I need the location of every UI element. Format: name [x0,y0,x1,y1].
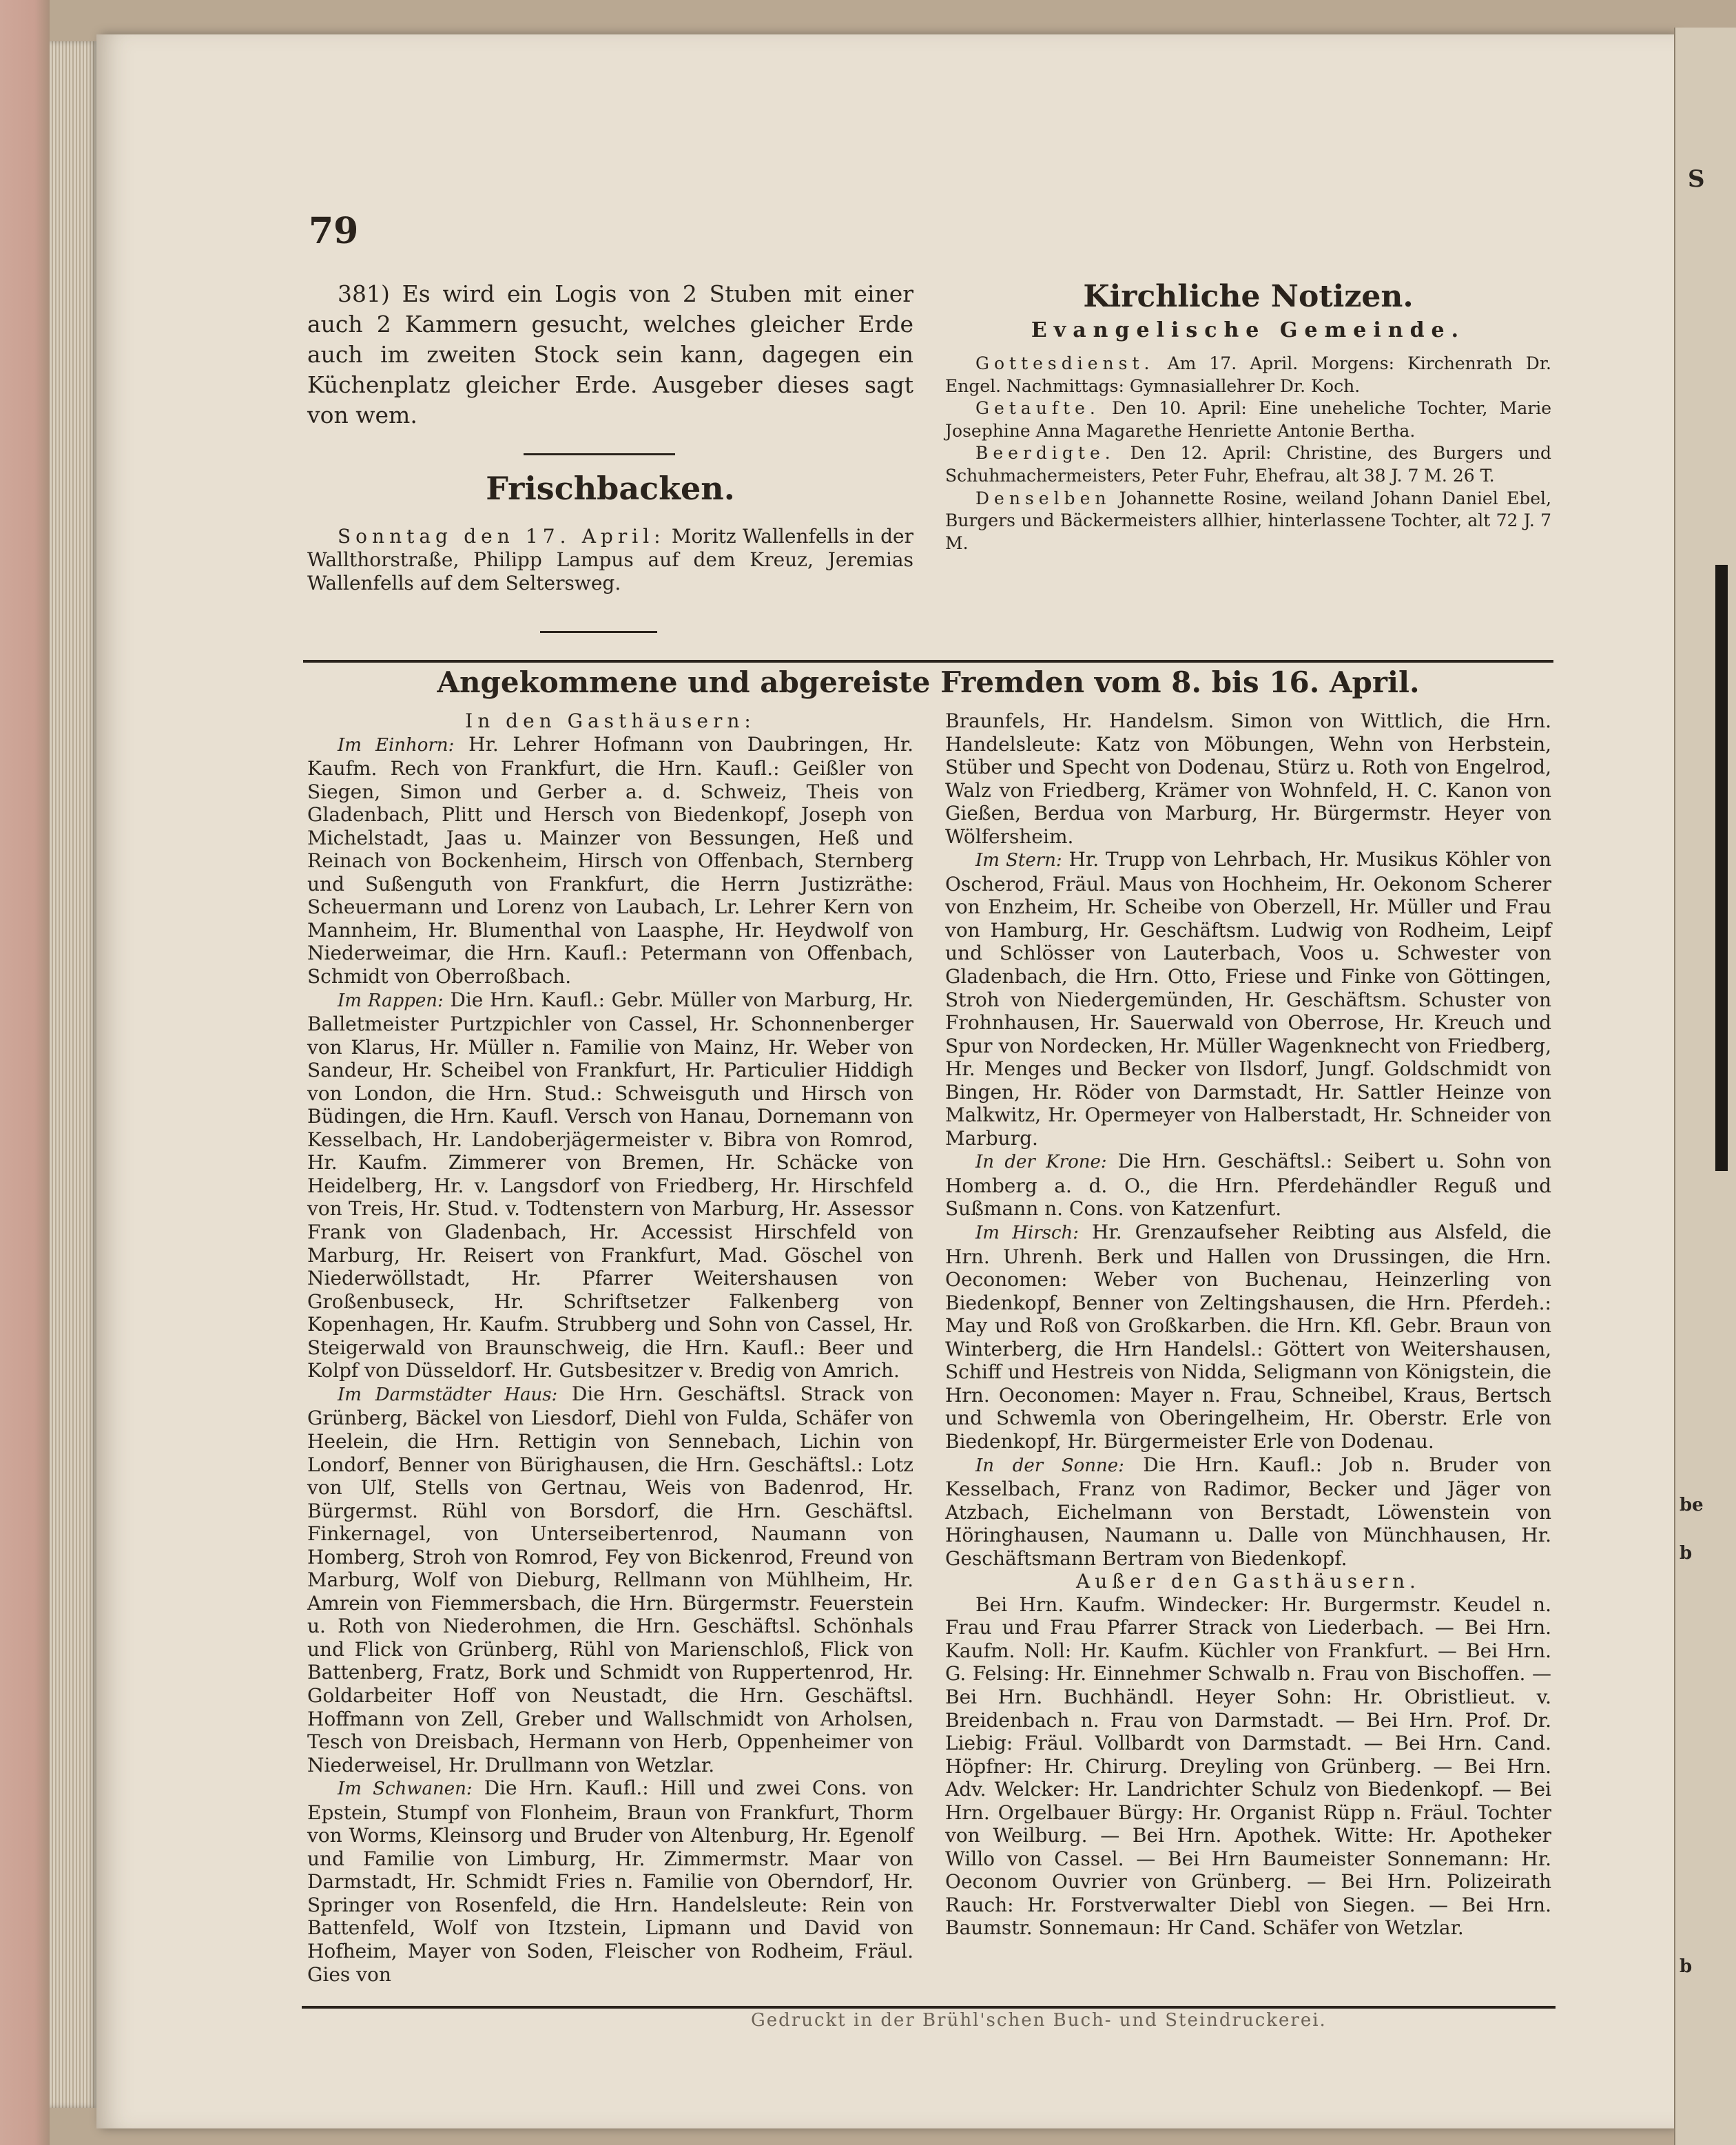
page-left-edge [0,0,50,2145]
printer-footer: Gedruckt in der Brühl'schen Buch- und Steindruckerei. [751,2010,1327,2031]
kirchliche-block [945,353,1551,555]
sonne-text: Die Hrn. Kaufl.: Job n. Bruder von Kesselbach, Franz von Radimor, Becker und Jäger von Atzbach, Eichelmann von Berstadt, Löwenstein von Höringhausen, Naumann u. Dalle von Münchhausen, Hr. Geschäftsmann Bertram von Biedenkopf. [945,1453,1551,1570]
page-stack-edge [50,41,98,2108]
adjacent-page-rule [1715,565,1728,1171]
frischbacken-title: Frischbacken. [486,470,735,507]
stern-text: Hr. Trupp von Lehrbach, Hr. Musikus Köhler von Oscherod, Fräul. Maus von Hochheim, Hr. Oekonom Scherer von Enzheim, Hr. Scheibe von Oberzell, Hr. Müller und Frau von Hamburg, Hr. Geschäftsm. Ludwig von Rodheim, Leipf und Schlösser von Lauterbach, Voos u. Schwester von Gladenbach, die Hrn. Otto, Friese und Finke von Göttingen, Stroh von Niedergemünden, Hr. Geschäftsm. Schuster von Frohnhausen, Hr. Sauerwald von Oberrose, Hr. Kreuch und Spur von Nordecken, Hr. Müller Wagenknecht von Friedberg, Hr. Menges und Becker von Ilsdorf, Jungf. Goldschmidt von Bingen, Hr. Röder von Darmstadt, Hr. Sattler Heinze von Malkwitz, Hr. Opermeyer von Halberstadt, Hr. Schneider von Marburg. [945,848,1552,1150]
gasthaeuser-heading: In den Gasthäusern: [465,709,756,732]
denselben-text: Johannette Rosine, weiland Johann Daniel Ebel, Burgers und Bäckermeisters allhier, hinterlassene Tochter, alt 72 J. 7 M. [945,488,1552,553]
beerdigte-label: Beerdigte. [975,443,1115,464]
gottesdienst-label: Gottesdienst. [975,353,1155,373]
ausser-text: Bei Hrn. Kaufm. Windecker: Hr. Burgermstr. Keudel n. Frau und Frau Pfarrer Strack von Liederbach. — Bei Hrn. Kaufm. Noll: Hr. Kaufm. Küchler von Frankfurt. — Bei Hrn. G. Felsing: Hr. Einnehmer Schwalb n. Frau von Bischoffen. — Bei Hrn. Buchhändl. Heyer Sohn: Hr. Obristlieut. v. Breidenbach n. Frau von Darmstadt. — Bei Hrn. Prof. Dr. Liebig: Fräul. Vollbardt von Darmstadt. — Bei Hrn. Cand. Höpfner: Hr. Chirurg. Dreyling von Grünberg. — Bei Hrn. Adv. Welcker: Hr. Landrichter Schulz von Biedenkopf. — Bei Hrn. Orgelbauer Bürgy: Hr. Organist Rüpp n. Fräul. Tochter von Weilburg. — Bei Hrn. Apothek. Witte: Hr. Apotheker Willo von Cassel. — Bei Hrn Baumeister Sonnemann: Hr. Oeconom Ouvrier von Grünberg. — Bei Hrn. Polizeirath Rauch: Hr. Forstverwalter Diebl von Siegen. — Bei Hrn. Baumstr. Sonnemaun: Hr Cand. Schäfer von Wetzlar. [945,1593,1551,1940]
section-divider [540,631,657,633]
darmstaedter-label: Im Darmstädter Haus: [338,1384,558,1405]
adjacent-page-glyph: b [1680,1956,1693,1977]
kirchliche-subtitle: Evangelische Gemeinde. [1031,318,1466,342]
notice-381 [307,279,913,431]
rappen-label: Im Rappen: [338,990,444,1011]
einhorn-label: Im Einhorn: [338,734,455,756]
notice-381-text: 381) Es wird ein Logis von 2 Stuben mit einer auch 2 Kammern gesucht, welches gleicher Erde auch im zweiten Stock sein kann, dagegen ein Küchenplatz gleicher Erde. Ausgeber dieses sagt von wem. [307,280,913,428]
schwanen-label: Im Schwanen: [338,1779,473,1800]
rappen-text: Die Hrn. Kaufl.: Gebr. Müller von Marburg, Hr. Balletmeister Purtzpichler von Cassel, Hr. Schonnenberger von Klarus, Hr. Müller n. Familie von Mainz, Hr. Weber von Sandeur, Hr. Scheibel von Frankfurt, Hr. Particulier Hiddigh von London, die Hrn. Stud.: Schweisguth und Hirsch von Büdingen, die Hrn. Kaufl. Versch von Hanau, Dornemann von Kesselbach, Hr. Landoberjägermeister v. Bibra von Romrod, Hr. Kaufm. Zimmerer von Bremen, Hr. Schäcke von Heidelberg, Hr. v. Langsdorf von Friedberg, Hr. Hirschfeld von Treis, Hr. Stud. v. Todtenstern von Marburg, Hr. Assessor Frank von Gladenbach, Hr. Accessist Hirschfeld von Marburg, Hr. Reisert von Frankfurt, Mad. Göschel von Niederwöllstadt, Hr. Pfarrer Weitershausen von Großenbuseck, Hr. Schriftsetzer Falkenberg von Kopenhagen, Hr. Kaufm. Strubberg und Sohn von Cassel, Hr. Steigerwald von Braunschweig, die Hrn. Kaufl.: Beer und Kolpf von Düsseldorf. Hr. Gutsbesitzer v. Bredig von Amrich. [307,988,913,1382]
sonne-label: In der Sonne: [975,1455,1124,1476]
fremden-title: Angekommene und abgereiste Fremden vom 8. bis 16. April. [437,665,1420,699]
ausser-heading: Außer den Gasthäusern. [1076,1570,1420,1593]
hirsch-text: Hr. Grenzaufseher Reibting aus Alsfeld, die Hrn. Uhrenh. Berk und Hallen von Drussingen, die Hrn. Oeconomen: Weber von Buchenau, Heinzerling von Biedenkopf, Benner von Zeltingshausen, die Hrn. Pferdeh.: May und Roß von Großkarben. die Hrn. Kfl. Gebr. Braun von Winterberg, die Hrn Handelsl.: Göttert von Weitershausen, Schiff und Hestreis von Nidda, Seligmann von Königstein, die Hrn. Oeconomen: Mayer n. Frau, Schneibel, Kraus, Bertsch und Schwemla von Oberingelheim, Hr. Oberstr. Erle von Biedenkopf, Hr. Bürgermeister Erle von Dodenau. [945,1221,1551,1453]
fremden-rule [303,660,1553,663]
stern-label: Im Stern: [975,850,1062,871]
section-divider [524,453,675,455]
kirchliche-title: Kirchliche Notizen. [1083,279,1414,314]
adjacent-page-fragment [1674,28,1736,2145]
frischbacken-day: Sonntag den 17. April: [338,525,665,548]
beerdigte-text: Den 12. April: Christine, des Burgers und Schuhmachermeisters, Peter Fuhr, Ehefrau, alt 38 J. 7 M. 26 T. [945,443,1551,486]
page-number: 79 [309,210,359,252]
denselben-label: Denselben [975,488,1111,508]
fremden-right-column [945,709,1551,1940]
krone-text: Die Hrn. Geschäftsl.: Seibert u. Sohn von Homberg a. d. O., die Hrn. Pferdehändler Reguß und Sußmann n. Cons. von Katzenfurt. [945,1150,1551,1221]
getaufte-label: Getaufte. [975,398,1100,419]
getaufte-text: Den 10. April: Eine uneheliche Tochter, Marie Josephine Anna Magarethe Henriette Antonie Bertha. [945,398,1551,441]
adjacent-page-glyph: be [1680,1495,1704,1515]
krone-label: In der Krone: [975,1152,1107,1173]
adjacent-page-glyph: S [1688,165,1705,193]
gottesdienst-text: Am 17. April. Morgens: Kirchenrath Dr. Engel. Nachmittags: Gymnasiallehrer Dr. Koch. [945,353,1551,396]
darmstaedter-text: Die Hrn. Geschäftsl. Strack von Grünberg, Bäckel von Liesdorf, Diehl von Fulda, Schäfer von Heelein, die Hrn. Rettigin von Sennebach, Lichin von Londorf, Benner von Bürighausen, die Hrn. Geschäftsl.: Lotz von Ulf, Stells von Gertnau, Weis von Badenrod, Hr. Bürgermst. Rühl von Borsdorf, die Hrn. Geschäftsl. Finkernagel, von Unterseibertenrod, Naumann von Homberg, Stroh von Romrod, Fey von Bickenrod, Freund von Marburg, Wolf von Dieburg, Rellmann von Mühlheim, Hr. Amrein von Fiemmersbach, die Hrn. Bürgermstr. Feuerstein u. Roth von Niederohmen, die Hrn. Geschäftsl. Schönhals und Flick von Grünberg, Rühl von Marienschloß, Flick von Battenberg, Fratz, Bork und Schmidt von Ruppertenrod, Hr. Goldarbeiter Hoff von Neustadt, die Hrn. Geschäftsl. Hoffmann von Zell, Greber und Wallschmidt von Arholsen, Tesch von Dreisbach, Hermann von Herb, Oppenheimer von Niederweisel, Hr. Drullmann von Wetzlar. [307,1382,913,1776]
frischbacken-block [307,525,913,595]
frischbacken-text: Moritz Wallenfells in der Wallthorstraße, Philipp Lampus auf dem Kreuz, Jeremias Wallenfells auf dem Seltersweg. [307,525,913,594]
bottom-rule [302,2006,1556,2009]
hirsch-label: Im Hirsch: [975,1223,1079,1244]
einhorn-text: Hr. Lehrer Hofmann von Daubringen, Hr. Kaufm. Rech von Frankfurt, die Hrn. Kaufl.: Geißler von Siegen, Simon und Gerber a. d. Schweiz, Theis von Gladenbach, Plitt und Hersch von Biedenkopf, Joseph von Michelstadt, Jaas u. Mainzer von Bessungen, Heß und Reinach von Bockenheim, Hirsch von Offenbach, Sternberg und Sußenguth von Frankfurt, die Herrn Justizräthe: Scheuermann und Lorenz von Laubach, Lr. Lehrer Kern von Mannheim, Hr. Blumenthal von Laasphe, Hr. Heydwolf von Niederweimar, die Hrn. Kaufl.: Petermann von Offenbach, Schmidt von Oberroßbach. [307,732,913,988]
adjacent-page-glyph: b [1680,1543,1693,1564]
fremden-left-column [307,709,913,1986]
schwanen-text: Die Hrn. Kaufl.: Hill und zwei Cons. von Epstein, Stumpf von Flonheim, Braun von Frankfurt, Thorm von Worms, Kleinsorg und Bruder von Altenburg, Hr. Egenolf und Familie von Limburg, Hr. Zimmermstr. Maar von Darmstadt, Hr. Schmidt Fries n. Familie von Oberndorf, Hr. Springer von Rosenfeld, die Hrn. Handelsleute: Rein von Battenfeld, Wolf von Itzstein, Lipmann und David von Hofheim, Mayer von Soden, Fleischer von Rodheim, Fräul. Gies von [307,1776,913,1986]
right-cont-text: Braunfels, Hr. Handelsm. Simon von Wittlich, die Hrn. Handelsleute: Katz von Möbungen, Wehn von Herbstein, Stüber und Specht von Dodenau, Stürz u. Roth von Engelrod, Walz von Friedberg, Krämer von Wohnfeld, H. C. Kanon von Gießen, Berdua von Marburg, Hr. Bürgermstr. Heyer von Wölfersheim. [945,709,1551,848]
